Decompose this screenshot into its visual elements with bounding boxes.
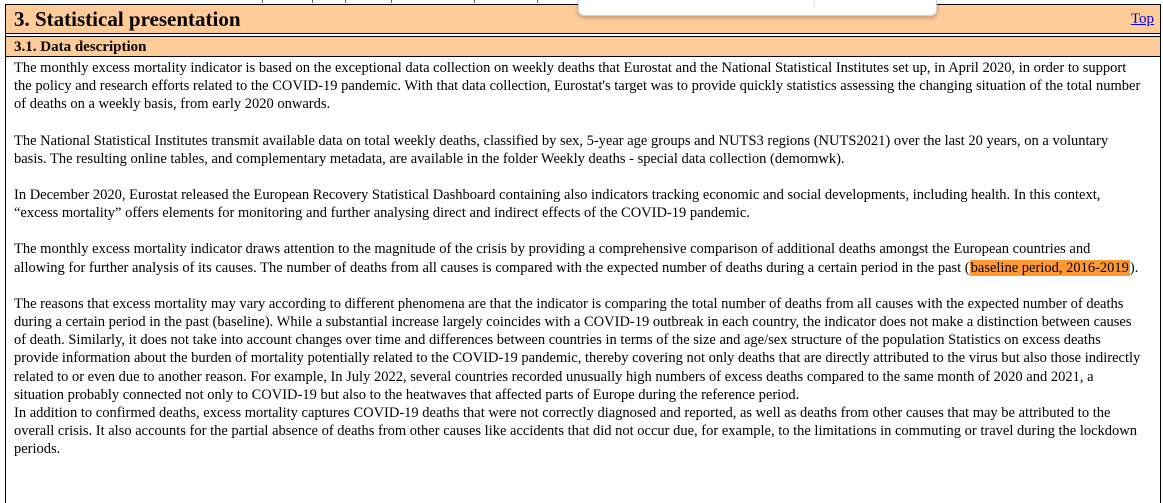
tick-mark	[345, 0, 346, 3]
paragraph-4-end: ).	[1129, 259, 1139, 276]
tick-mark	[474, 0, 475, 3]
section-title: 3. Statistical presentation	[14, 7, 241, 31]
data-description-body	[14, 59, 1144, 459]
paragraph-5: The reasons that excess mortality may vary according to different phenomena are that the indicator is comparing the total number of deaths from all causes with the expected number of deaths during a certain period in the past (baseline). While a substantial increase largely coincides with a COVID-19 outbreak in each country, the indicator does not make a distinction between causes of death. Similarly, it does not take into account changes over time and differences between countries in terms of the size and age/sex structure of the population Statistics on excess deaths provide information about the burden of mortality potentially related to the COVID-19 pandemic, thereby covering not only deaths that are directly attributed to the virus but also those indirectly related to or even due to another reason. For example, In July 2022, several countries recorded unusually high numbers of excess deaths compared to the same month of 2020 and 2021, a situation probably connected not only to COVID-19 but also to the heatwaves that affected parts of Europe during the reference period.	[14, 295, 1141, 403]
popup-divider	[814, 0, 815, 9]
top-link[interactable]: Top	[1130, 11, 1154, 27]
subsection-header	[5, 36, 1161, 57]
paragraph-1: The monthly excess mortality indicator is based on the exceptional data collection on weekly deaths that Eurostat and the National Statistical Institutes set up, in April 2020, in order to support the policy and research efforts related to the COVID-19 pandemic. With that data collection, Eurostat's target was to provide quickly statistics assessing the changing situation of the total number of deaths on a weekly basis, from early 2020 onwards.	[14, 60, 1141, 113]
floating-popup[interactable]	[578, 0, 937, 16]
tick-mark	[537, 0, 538, 3]
tick-mark	[262, 0, 263, 3]
paragraph-2: The National Statistical Institutes transmit available data on total weekly deaths, classified by sex, 5-year age groups and NUTS3 regions (NUTS2021) over the last 20 years, on a voluntary basis. The resulting online tables, and complementary metadata, are available in the folder Weekly deaths - special data collection (demomwk).	[14, 132, 1109, 167]
tick-mark	[312, 0, 313, 3]
highlighted-baseline-period: baseline period, 2016-2019	[970, 259, 1129, 276]
tick-mark	[391, 0, 392, 3]
paragraph-4	[14, 240, 1144, 276]
paragraph-4-text: The monthly excess mortality indicator draws attention to the magnitude of the crisis by providing a comprehensive comparison of additional deaths amongst the European countries and allowing for further analysis of its causes. The number of deaths from all causes is compared with the expected number of deaths during a certain period in the past (	[14, 241, 1091, 276]
subsection-title: 3.1. Data description	[14, 39, 147, 55]
paragraph-3: In December 2020, Eurostat released the European Recovery Statistical Dashboard containing also indicators tracking economic and social developments, including health. In this context, “excess mortality” offers elements for monitoring and further analysing direct and indirect effects of the COVID-19 pandemic.	[14, 187, 1101, 222]
paragraph-6: In addition to confirmed deaths, excess mortality captures COVID-19 deaths that were not correctly diagnosed and reported, as well as deaths from other causes that may be attributed to the overall crisis. It also accounts for the partial absence of deaths from other causes like accidents that did not occur due, for example, to the limitations in commuting or travel during the lockdown periods.	[14, 405, 1138, 458]
